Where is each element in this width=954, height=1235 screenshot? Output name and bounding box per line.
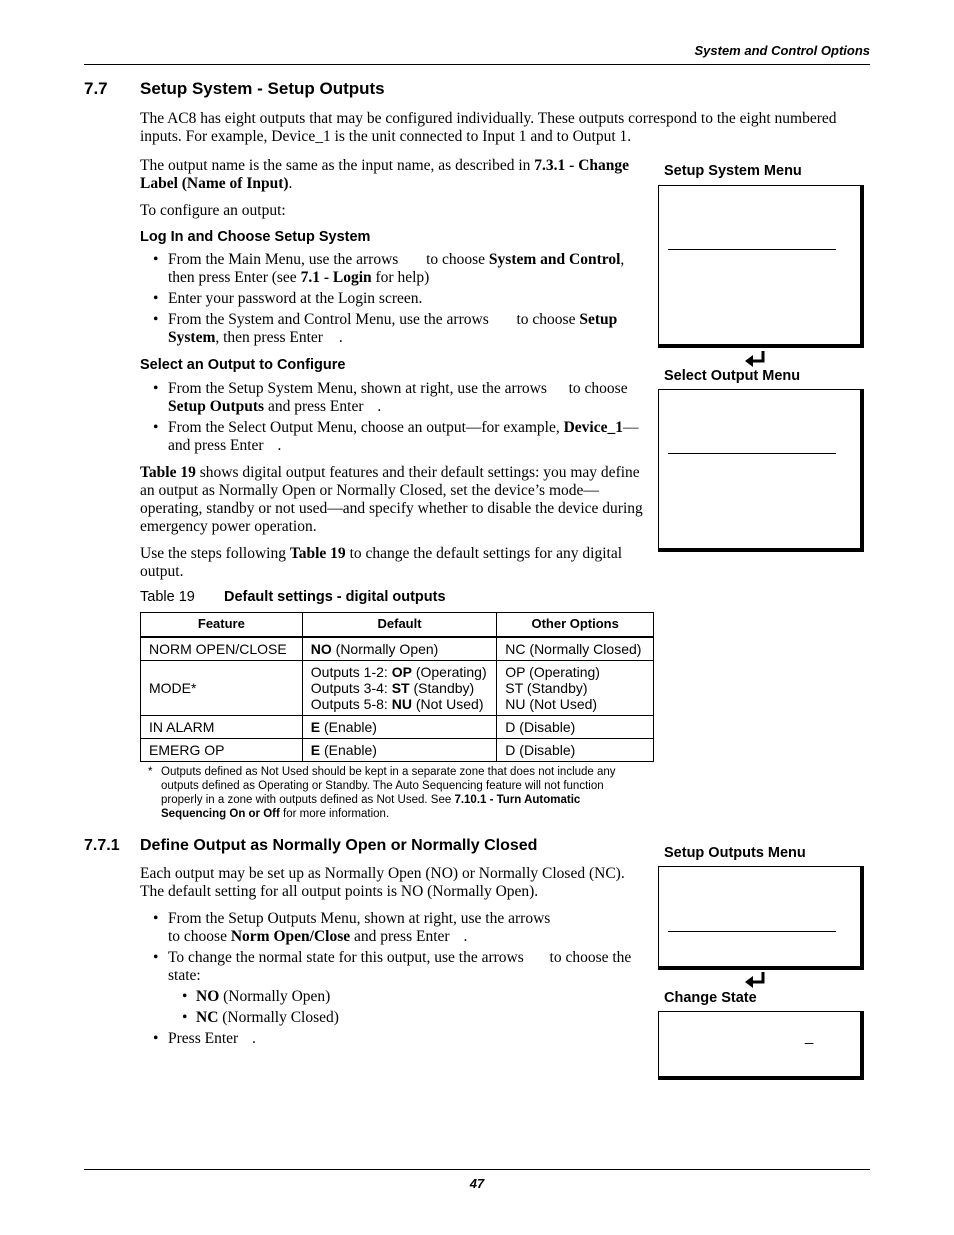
table-cell: E (Enable) — [302, 739, 497, 762]
list-item: • To change the normal state for this output, use the arrows to choose the state: — [140, 949, 640, 985]
list-item: • From the Setup Outputs Menu, shown at right, use the arrows to choose Norm Open/Close and press Enter . — [140, 910, 640, 946]
table-row — [141, 661, 654, 716]
intro-paragraph: The AC8 has eight outputs that may be configured individually. These outputs correspond to the eight numbered inputs. For example, Device_1 is the unit connected to Input 1 and to Output 1. — [140, 110, 837, 145]
table-cell: Outputs 1-2: OP (Operating) Outputs 3-4: ST (Standby) Outputs 5-8: NU (Not Used) — [302, 661, 497, 716]
select-output-caption: Select Output Menu — [664, 368, 801, 384]
table-row — [141, 739, 654, 762]
panel-divider — [668, 249, 836, 250]
setup-system-caption: Setup System Menu — [664, 163, 802, 179]
change-state-panel — [658, 1011, 864, 1080]
table-intro-paragraph: Table 19 shows digital output features and their default settings: you may define an output as Normally Open or Normally Closed, set the device’s mode—operating, standby or not used—and specify whether to disable the device during emergency power operation. — [140, 464, 643, 535]
cross-ref-link[interactable]: 7.1 - Login — [300, 269, 372, 286]
running-header: System and Control Options — [694, 43, 870, 58]
table-header-row — [141, 613, 654, 637]
table-row — [141, 637, 654, 661]
table-cell: NC (Normally Closed) — [497, 637, 654, 661]
select-heading: Select an Output to Configure — [140, 357, 346, 373]
list-item: • NO (Normally Open) — [140, 988, 640, 1006]
text-cursor: _ — [805, 1028, 814, 1045]
list-item: • From the System and Control Menu, use the arrows to choose Setup System, then press Enter . — [140, 311, 640, 347]
change-state-caption: Change State — [664, 990, 757, 1006]
list-item: • Enter your password at the Login screen. — [140, 290, 640, 308]
table-cell: EMERG OP — [141, 739, 303, 762]
setup-system-panel — [658, 185, 864, 348]
table-cell: E (Enable) — [302, 716, 497, 739]
header-rule — [84, 64, 870, 65]
footer-rule — [84, 1169, 870, 1170]
column-header: Default — [302, 613, 497, 637]
table-footnote: Outputs defined as Not Used should be kept in a separate zone that does not include any outputs defined as Operating or Standby. The Auto Sequencing feature will not function properly in a zone with outputs defined as Not Used. See 7.10.1 - Turn Automatic Sequencing On or Off for more information. — [161, 766, 616, 820]
setup-outputs-caption: Setup Outputs Menu — [664, 845, 806, 861]
subsection-number: 7.7.1 — [84, 837, 120, 854]
subsection-title: Define Output as Normally Open or Normally Closed — [140, 837, 538, 854]
enter-arrow-icon — [744, 350, 768, 370]
enter-arrow-icon — [744, 971, 768, 991]
cross-ref-link[interactable]: Table 19 — [289, 545, 346, 562]
list-item: • From the Setup System Menu, shown at right, use the arrows to choose Setup Outputs and press Enter . — [140, 380, 652, 416]
subsection-paragraph: Each output may be set up as Normally Open (NO) or Normally Closed (NC). The default setting for all output points is NO (Normally Open). — [140, 865, 625, 900]
table-cell: D (Disable) — [497, 716, 654, 739]
list-item: • Press Enter . — [140, 1030, 640, 1048]
section-number: 7.7 — [84, 79, 108, 98]
table-cell: D (Disable) — [497, 739, 654, 762]
steps-paragraph: Use the steps following Table 19 to change the default settings for any digital output. — [140, 545, 623, 580]
section-title: Setup System - Setup Outputs — [140, 79, 385, 98]
cross-ref-link[interactable]: 7.3.1 - Change Label (Name of Input) — [140, 157, 630, 192]
subsection-steps — [140, 910, 640, 1048]
setup-outputs-panel — [658, 866, 864, 970]
label-paragraph: The output name is the same as the input name, as described in 7.3.1 - Change Label (Name of Input). — [140, 157, 630, 192]
column-header: Feature — [141, 613, 303, 637]
login-steps — [140, 251, 640, 347]
table-cell: OP (Operating) ST (Standby) NU (Not Used) — [497, 661, 654, 716]
column-header: Other Options — [497, 613, 654, 637]
select-steps — [140, 380, 652, 455]
table-row — [141, 716, 654, 739]
list-item: • NC (Normally Closed) — [140, 1009, 640, 1027]
table-cell: NO (Normally Open) — [302, 637, 497, 661]
page-number: 47 — [469, 1176, 485, 1191]
table-label: Table 19 — [140, 589, 195, 605]
configure-intro: To configure an output: — [140, 202, 286, 219]
cross-ref-link[interactable]: Table 19 — [140, 464, 196, 481]
list-item: • From the Main Menu, use the arrows to choose System and Control, then press Enter (see 7.1 - Login for help) — [140, 251, 640, 287]
table-title: Default settings - digital outputs — [224, 589, 446, 605]
table-cell: NORM OPEN/CLOSE — [141, 637, 303, 661]
footnote-marker: * — [148, 766, 153, 778]
select-output-panel — [658, 389, 864, 552]
panel-divider — [668, 931, 836, 932]
panel-divider — [668, 453, 836, 454]
table-cell: IN ALARM — [141, 716, 303, 739]
login-heading: Log In and Choose Setup System — [140, 229, 371, 245]
defaults-table — [140, 612, 654, 762]
list-item: • From the Select Output Menu, choose an output—for example, Device_1—and press Enter . — [140, 419, 652, 455]
cross-ref-link[interactable]: 7.10.1 - Turn Automatic Sequencing On or Off — [161, 794, 581, 820]
table-cell: MODE* — [141, 661, 303, 716]
